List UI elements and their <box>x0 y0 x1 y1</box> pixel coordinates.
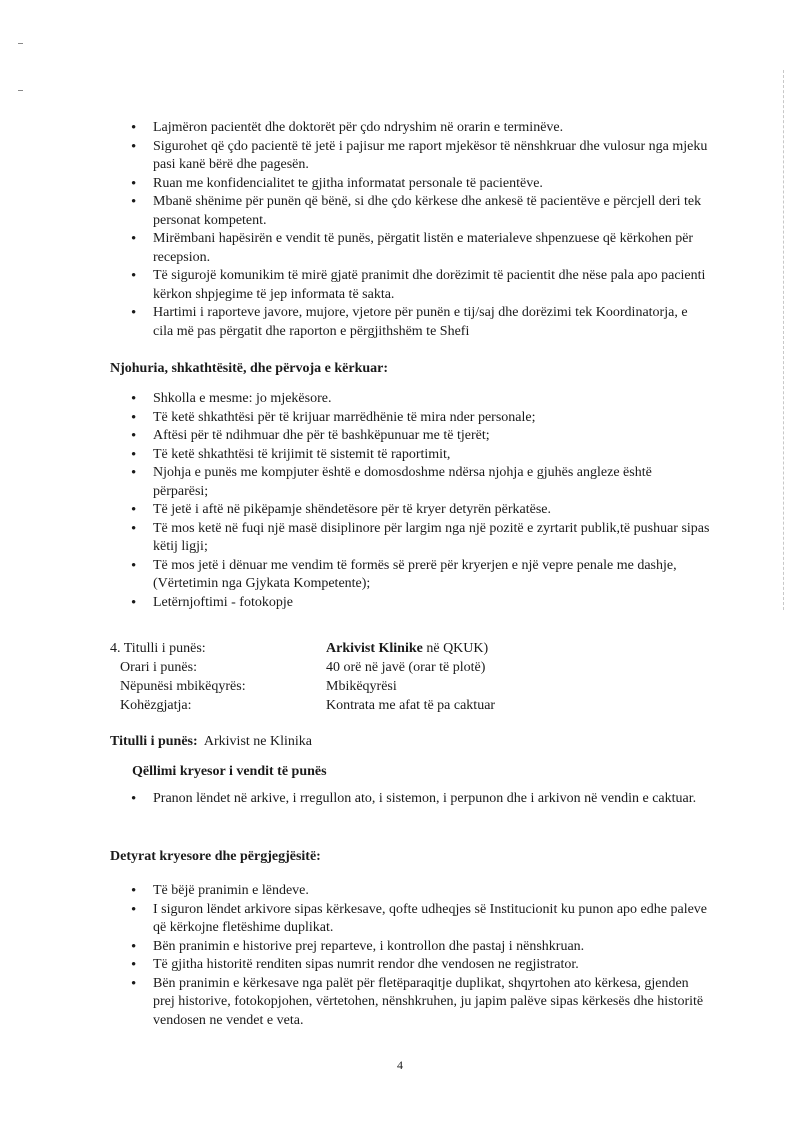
section-heading: Qëllimi kryesor i vendit të punës <box>132 764 327 779</box>
list-item: • Të bëjë pranimin e lëndeve. <box>110 882 710 901</box>
main-duties-list <box>110 882 710 1030</box>
list-item: • Të jetë i aftë në pikëpamje shëndetësore për të kryer detyrën përkatëse. <box>110 501 710 520</box>
scan-mark <box>18 90 23 91</box>
list-item: • I siguron lëndet arkivore sipas kërkesave, qofte udheqjes së Institucionit ku punon apo edhe paleve që kërkojne fletëshime duplikat. <box>110 901 710 938</box>
section-heading: Detyrat kryesore dhe përgjegjësitë: <box>110 849 321 864</box>
list-item: • Të sigurojë komunikim të mirë gjatë pranimit dhe dorëzimit të pacientit dhe nëse pala apo pacienti kërkon shpjegime të jep informata të sakta. <box>110 267 710 304</box>
list-item: • Njohja e punës me kompjuter është e domosdoshme ndërsa njohja e gjuhës angleze është përparësi; <box>110 464 710 501</box>
job-title-line <box>110 734 312 750</box>
list-item: • Sigurohet që çdo pacientë të jetë i pajisur me raport mjekësor të nënshkruar dhe vulosur nga mjeku pasi kanë bërë dhe pagesën. <box>110 138 710 175</box>
job-info-table <box>110 639 670 715</box>
scan-edge-line <box>783 70 784 610</box>
list-item: • Bën pranimin e historive prej reparteve, i kontrollon dhe pastaj i nënshkruan. <box>110 938 710 957</box>
page-number: 4 <box>397 1058 403 1072</box>
job-info-row <box>110 639 670 658</box>
main-purpose-list <box>110 790 710 809</box>
list-item: • Ruan me konfidencialitet te gjitha informatat personale të pacientëve. <box>110 175 710 194</box>
section-heading: Njohuria, shkathtësitë, dhe përvoja e kërkuar: <box>110 361 389 376</box>
list-item: • Letërnjoftimi - fotokopje <box>110 594 710 613</box>
scan-mark <box>18 43 23 44</box>
list-item: • Të mos ketë në fuqi një masë disiplinore për largim nga një pozitë e zyrtarit publik,të pushuar sipas këtij ligji; <box>110 520 710 557</box>
list-item: • Të ketë shkathtësi të krijimit të sistemit të raportimit, <box>110 446 710 465</box>
job-info-row <box>110 696 670 715</box>
list-item: • Pranon lëndet në arkive, i rregullon ato, i sistemon, i perpunon dhe i arkivon në vendin e caktuar. <box>110 790 710 809</box>
job-info-row <box>110 677 670 696</box>
duration-label: Kohëzgjatja: <box>120 698 192 713</box>
list-item: • Hartimi i raporteve javore, mujore, vjetore për punën e tij/saj dhe dorëzimi tek Koordinatorja, e cila më pas përgatit dhe raporton e përgjithshëm te Shefi <box>110 304 710 341</box>
job-title-line-label: Titulli i punës: <box>110 734 198 749</box>
supervisor-label: Nëpunësi mbikëqyrës: <box>120 679 246 694</box>
reception-duties-list <box>110 119 710 341</box>
requirements-list <box>110 390 710 612</box>
duration-value: Kontrata me afat të pa caktuar <box>326 698 496 713</box>
work-hours-label: Orari i punës: <box>120 660 197 675</box>
list-item: • Bën pranimin e kërkesave nga palët për fletëparaqitje duplikat, shqyrtohen ato kërkesa, gjenden prej historive, fotokopjohen, vërtetohen, nënshkruhen, ju japim palëve sipas kërkesës dhe historitë vendosen ne vendet e veta. <box>110 975 710 1031</box>
list-item: • Shkolla e mesme: jo mjekësore. <box>110 390 710 409</box>
list-item: • Të mos jetë i dënuar me vendim të formës së prerë për kryerjen e një vepre penale me dashje, (Vërtetimin nga Gjykata Kompetente); <box>110 557 710 594</box>
job-title-line-value: Arkivist ne Klinika <box>197 734 312 749</box>
list-item: • Të gjitha historitë renditen sipas numrit rendor dhe vendosen ne regjistrator. <box>110 956 710 975</box>
list-item: • Aftësi për të ndihmuar dhe për të bashkëpunuar me të tjerët; <box>110 427 710 446</box>
work-hours-value: 40 orë në javë (orar të plotë) <box>326 660 486 675</box>
list-item: • Mbanë shënime për punën që bënë, si dhe çdo kërkese dhe ankesë të pacientëve e përcjell deri tek personat kompetent. <box>110 193 710 230</box>
job-title-label: 4. Titulli i punës: <box>110 641 206 656</box>
job-title-value: Arkivist Klinike në QKUK) <box>326 641 489 656</box>
supervisor-value: Mbikëqyrësi <box>326 679 397 694</box>
list-item: • Mirëmbani hapësirën e vendit të punës, përgatit listën e materialeve shpenzuese që kërkohen për recepsion. <box>110 230 710 267</box>
job-info-row <box>110 658 670 677</box>
list-item: • Lajmëron pacientët dhe doktorët për çdo ndryshim në orarin e terminëve. <box>110 119 710 138</box>
list-item: • Të ketë shkathtësi për të krijuar marrëdhënie të mira nder personale; <box>110 409 710 428</box>
